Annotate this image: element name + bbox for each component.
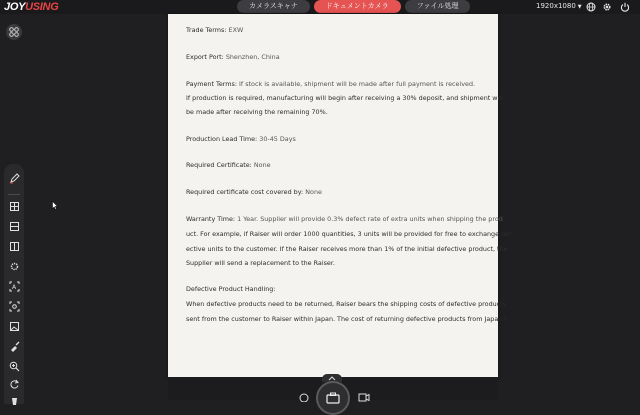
apps-grid-icon <box>9 27 19 37</box>
defective-line-2: sent from the customer to Raiser within Japan. The cost of returning defective products from Japan t <box>186 315 507 323</box>
tab-document-camera[interactable]: ドキュメントカメラ <box>314 0 401 13</box>
resolution-value: 1920x1080 <box>536 2 576 10</box>
ocr-tool-icon[interactable] <box>298 392 310 402</box>
gear-icon[interactable] <box>602 2 612 12</box>
warranty-line-3: ective units to the customer. If the Raiser receives more than 1% of the initial defective product, the <box>186 245 508 253</box>
apps-button[interactable] <box>6 24 22 40</box>
payment-terms-line: Payment Terms: If stock is available, shipment will be made after full payment is received. <box>186 80 476 88</box>
mode-tabs <box>237 0 470 13</box>
capture-button[interactable] <box>316 381 350 415</box>
panel-icon[interactable] <box>8 240 20 252</box>
warranty-line: Warranty Time: 1 Year. Supplier will provide 0.3% defect rate of extra units when shipping the prod <box>186 215 503 223</box>
lead-time-line: Production Lead Time: 30-45 Days <box>186 135 296 143</box>
brush-icon[interactable] <box>8 340 20 352</box>
chevron-up-icon <box>328 376 336 381</box>
pen-icon[interactable] <box>8 172 20 184</box>
top-bar <box>0 0 640 14</box>
payment-terms-line-3: be made after receiving the remaining 70%. <box>186 108 328 116</box>
crop-icon[interactable] <box>8 200 20 212</box>
export-port-line: Export Port: Shenzhen, China <box>186 53 280 61</box>
brand-logo: JOYUSING <box>4 1 59 13</box>
defective-heading: Defective Product Handling: <box>186 285 276 293</box>
mouse-cursor-icon <box>52 201 58 210</box>
certificate-line: Required Certificate: None <box>186 161 271 169</box>
warranty-line-2: uct. For example, if Raiser will order 1000 quantities, 3 units will be provided for free to exchange def <box>186 230 512 238</box>
power-icon[interactable] <box>620 2 630 12</box>
resolution-select[interactable] <box>536 2 582 10</box>
zoom-in-icon[interactable] <box>8 360 20 372</box>
tab-camera-scanner[interactable]: カメラスキャナ <box>237 0 310 13</box>
camera-icon <box>326 392 340 404</box>
cert-cost-line: Required certificate cost covered by: None <box>186 188 322 196</box>
warranty-line-4: Supplier will send a replacement to the Raiser. <box>186 259 335 267</box>
svg-text:A: A <box>11 283 16 291</box>
globe-icon[interactable] <box>586 2 596 12</box>
ocr-icon[interactable] <box>8 280 20 292</box>
trade-terms-line: Trade Terms: EXW <box>186 26 244 34</box>
defective-line-1: When defective products need to be returned, Raiser bears the shipping costs of defective products <box>186 300 507 308</box>
sidebar-divider <box>8 194 20 195</box>
tool-sidebar <box>4 164 24 404</box>
delete-icon[interactable] <box>8 394 20 406</box>
tab-file-processing[interactable]: ファイル処理 <box>405 0 471 13</box>
split-icon[interactable] <box>8 220 20 232</box>
image-icon[interactable] <box>8 320 20 332</box>
record-icon[interactable] <box>358 392 370 402</box>
scan-icon[interactable] <box>8 300 20 312</box>
caret-down-icon: ▼ <box>577 4 582 10</box>
document-preview <box>168 14 512 377</box>
rotate-icon[interactable] <box>8 378 20 390</box>
settings-icon[interactable] <box>8 260 20 272</box>
payment-terms-line-2: If production is required, manufacturing will begin after receiving a 30% deposit, and shipment will <box>186 94 503 102</box>
